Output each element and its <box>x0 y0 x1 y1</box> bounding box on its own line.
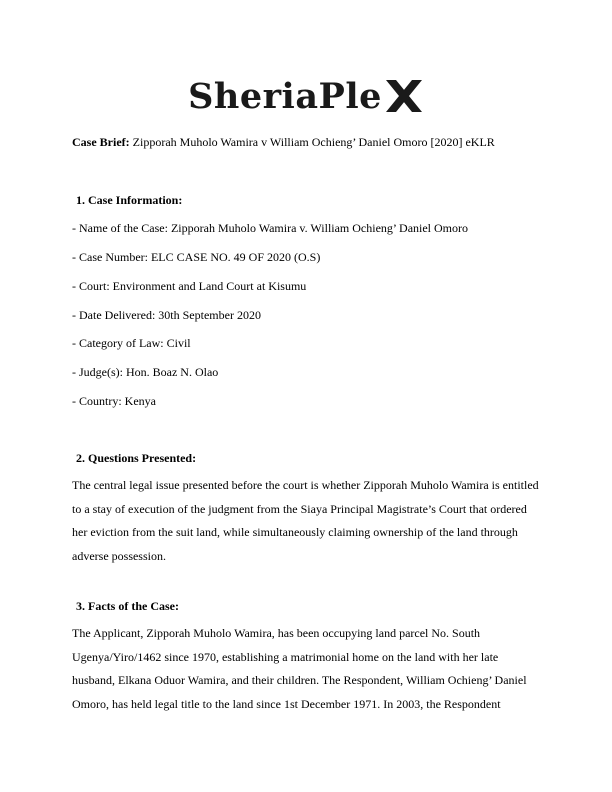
case-info-item: - Court: Environment and Land Court at Kisumu <box>72 279 307 293</box>
case-info-item: - Country: Kenya <box>72 394 156 408</box>
case-info-item: - Judge(s): Hon. Boaz N. Olao <box>72 365 219 379</box>
paragraph-line: husband, Elkana Oduor Wamira, and their children. The Respondent, William Ochieng’ Daniel <box>72 673 527 687</box>
paragraph-line: The central legal issue presented before the court is whether Zipporah Muholo Wamira is entitled <box>72 478 539 492</box>
paragraph-line: Ugenya/Yiro/1462 since 1970, establishing a matrimonial home on the land with her late <box>72 649 499 664</box>
sheriaplex-logo <box>0 66 612 126</box>
case-info-item: - Date Delivered: 30th September 2020 <box>72 308 261 322</box>
section-heading-case-information: 1. Case Information: <box>76 193 183 207</box>
logo-wordmark: SheriaPle <box>188 75 382 117</box>
case-info-item: - Category of Law: Civil <box>72 336 191 350</box>
section-heading-questions-presented: 2. Questions Presented: <box>76 451 197 465</box>
case-brief-title <box>72 135 495 150</box>
case-brief-name: Zipporah Muholo Wamira v William Ochieng’ Daniel Omoro [2020] eKLR <box>132 135 495 149</box>
case-info-item: - Case Number: ELC CASE NO. 49 OF 2020 (O.S) <box>72 250 321 264</box>
paragraph-line: her eviction from the suit land, while simultaneously claiming ownership of the land through <box>72 525 518 539</box>
logo-x-mark <box>384 78 424 114</box>
section-heading-facts-of-the-case: 3. Facts of the Case: <box>76 599 179 613</box>
paragraph-line: to a stay of execution of the judgment from the Siaya Principal Magistrate’s Court that ordered <box>72 501 527 516</box>
questions-paragraph <box>72 474 552 568</box>
case-brief-label: Case Brief: <box>72 135 130 149</box>
case-info-item: - Name of the Case: Zipporah Muholo Wamira v. William Ochieng’ Daniel Omoro <box>72 221 469 235</box>
facts-paragraph <box>72 622 552 716</box>
paragraph-line: adverse possession. <box>72 548 166 563</box>
paragraph-line: The Applicant, Zipporah Muholo Wamira, has been occupying land parcel No. South <box>72 626 481 640</box>
paragraph-line: Omoro, has held legal title to the land since 1st December 1971. In 2003, the Respondent <box>72 696 501 711</box>
